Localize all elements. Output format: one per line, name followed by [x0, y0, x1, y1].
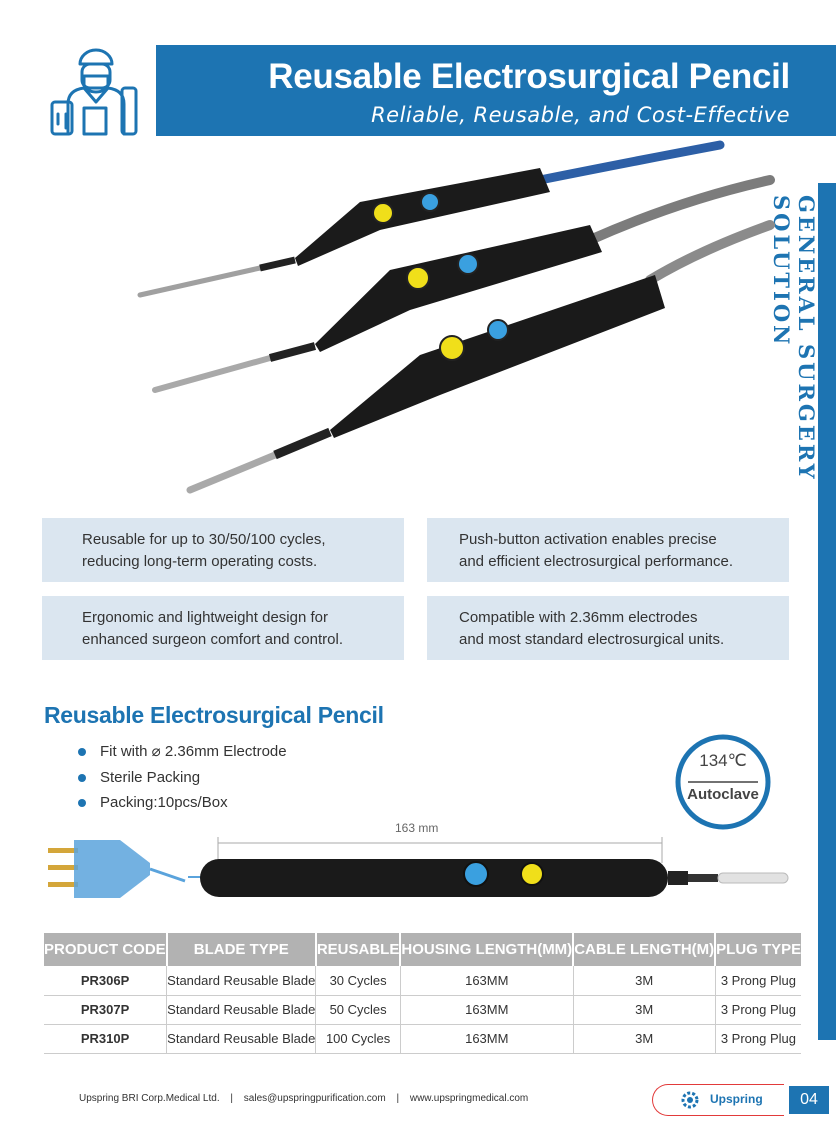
feature-box: [427, 596, 789, 660]
column-header: PRODUCT CODE: [44, 933, 167, 966]
section-title: Reusable Electrosurgical Pencil: [44, 702, 384, 728]
autoclave-label: Autoclave: [687, 786, 759, 803]
product-code: PR310P: [44, 1024, 167, 1053]
table-cell: 50 Cycles: [316, 995, 401, 1024]
table-header-row: [44, 933, 801, 966]
footer-separator: |: [230, 1093, 234, 1104]
column-header: HOUSING LENGTH(MM): [400, 933, 573, 966]
feature-text: reducing long-term operating costs.: [82, 553, 318, 570]
table-cell: Standard Reusable Blade: [167, 1024, 316, 1053]
page-number: 04: [789, 1086, 829, 1114]
feature-box: [42, 596, 404, 660]
feature-text: Ergonomic and lightweight design for: [82, 609, 328, 626]
table-cell: 163MM: [400, 966, 573, 995]
feature-text: and most standard electrosurgical units.: [459, 631, 725, 648]
table-cell: Standard Reusable Blade: [167, 995, 316, 1024]
brand-logo-text: Upspring: [710, 1092, 763, 1106]
table-cell: 100 Cycles: [316, 1024, 401, 1053]
feature-text: and efficient electrosurgical performance.: [459, 553, 734, 570]
table-cell: 163MM: [400, 995, 573, 1024]
autoclave-temperature: 134℃: [699, 751, 747, 770]
footer-website-link[interactable]: www.upspringmedical.com: [409, 1093, 529, 1104]
page-subtitle: Reliable, Reusable, and Cost-Effective: [371, 103, 790, 127]
hero-pencils-image: [120, 140, 780, 510]
spec-table: [44, 933, 801, 1054]
table-cell: 3 Prong Plug: [715, 966, 801, 995]
product-code: PR306P: [44, 966, 167, 995]
table-cell: 3M: [573, 995, 715, 1024]
column-header: REUSABLE: [316, 933, 401, 966]
feature-text: enhanced surgeon comfort and control.: [82, 631, 343, 648]
dimension-label: 163 mm: [395, 821, 439, 835]
footer-email-link[interactable]: sales@upspringpurification.com: [243, 1093, 386, 1104]
product-code: PR307P: [44, 995, 167, 1024]
table-cell: Standard Reusable Blade: [167, 966, 316, 995]
feature-box: [42, 518, 404, 582]
spec-list: [78, 742, 287, 819]
table-row: [44, 1024, 801, 1053]
spec-item: Fit with ⌀ 2.36mm Electrode: [78, 742, 287, 768]
feature-box: [427, 518, 789, 582]
page-title: Reusable Electrosurgical Pencil: [268, 57, 790, 96]
side-band: [818, 183, 836, 1040]
table-cell: 30 Cycles: [316, 966, 401, 995]
footer-company: Upspring BRI Corp.Medical Ltd.: [79, 1093, 220, 1104]
table-cell: 163MM: [400, 1024, 573, 1053]
header-banner: [156, 45, 836, 136]
side-label: GENERAL SURGERY SOLUTION: [769, 195, 819, 482]
feature-text: Push-button activation enables precise: [459, 531, 717, 548]
footer: [75, 1093, 532, 1104]
spec-item: Sterile Packing: [78, 768, 287, 794]
feature-text: Reusable for up to 30/50/100 cycles,: [82, 531, 326, 548]
column-header: PLUG TYPE: [715, 933, 801, 966]
feature-text: Compatible with 2.36mm electrodes: [459, 609, 698, 626]
column-header: BLADE TYPE: [167, 933, 316, 966]
gear-logo-icon: [678, 1088, 702, 1112]
table-cell: 3M: [573, 966, 715, 995]
column-header: CABLE LENGTH(M): [573, 933, 715, 966]
table-row: [44, 966, 801, 995]
table-cell: 3 Prong Plug: [715, 1024, 801, 1053]
footer-separator: |: [396, 1093, 400, 1104]
surgeon-icon: [44, 44, 148, 136]
table-cell: 3 Prong Plug: [715, 995, 801, 1024]
table-row: [44, 995, 801, 1024]
spec-item: Packing:10pcs/Box: [78, 793, 287, 819]
table-cell: 3M: [573, 1024, 715, 1053]
